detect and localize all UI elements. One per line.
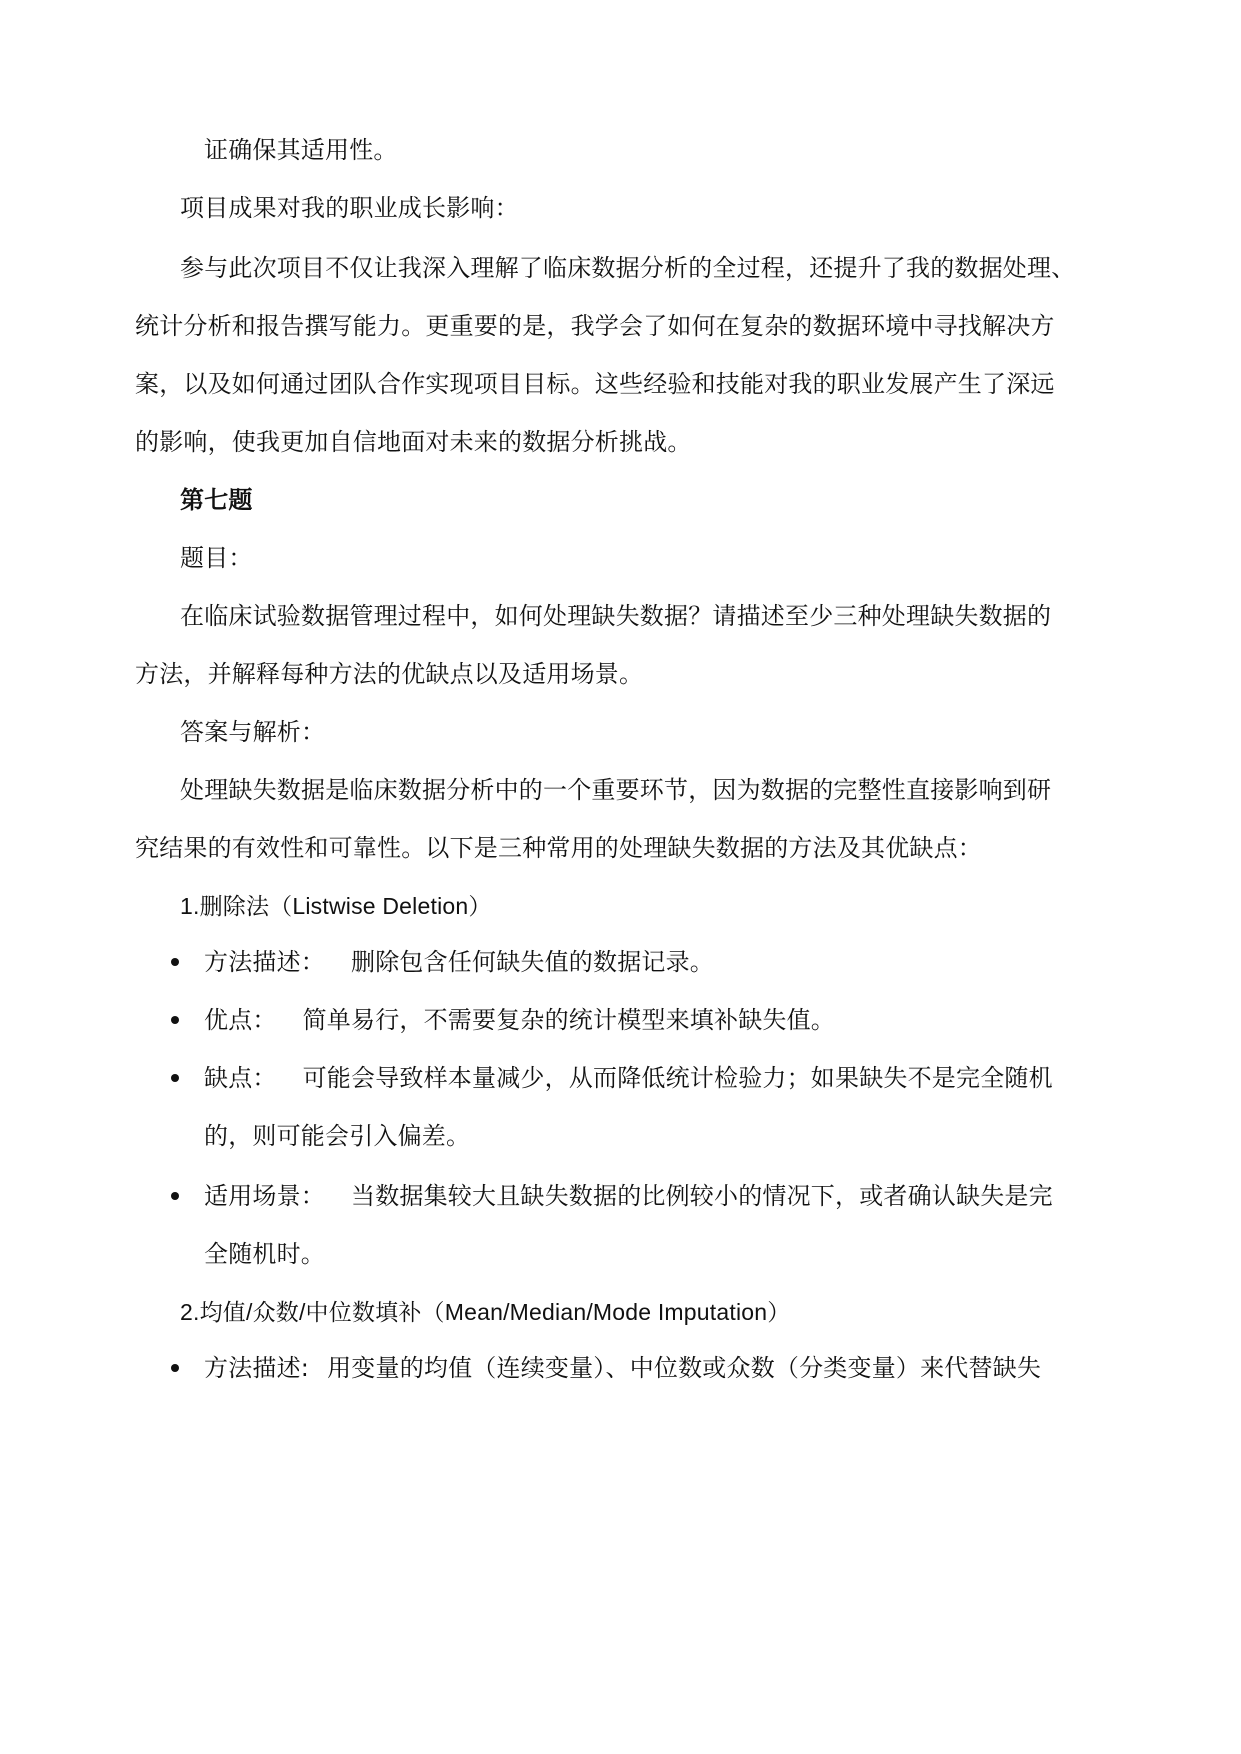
bullet-continuation: 的，则可能会引入偏差。: [204, 1122, 471, 1150]
method-heading: 1.删除法（Listwise Deletion）: [180, 893, 492, 919]
method-heading: 2.均值/众数/中位数填补（Mean/Median/Mode Imputation）: [180, 1299, 791, 1325]
bullet-text: 简单易行，不需要复杂的统计模型来填补缺失值。: [302, 1006, 836, 1034]
bullet-dot: [171, 1074, 179, 1082]
bullet-dot: [171, 1364, 179, 1372]
paragraph-line: 案，以及如何通过团队合作实现项目目标。这些经验和技能对我的职业发展产生了深远: [135, 370, 1055, 398]
bullet-label: 缺点：: [204, 1064, 277, 1092]
bullet-text: 可能会导致样本量减少，从而降低统计检验力；如果缺失不是完全随机: [302, 1064, 1053, 1092]
bullet-item: [204, 1004, 835, 1036]
paragraph-line: 在临床试验数据管理过程中，如何处理缺失数据？请描述至少三种处理缺失数据的: [180, 602, 1052, 630]
paragraph-line: 究结果的有效性和可靠性。以下是三种常用的处理缺失数据的方法及其优缺点：: [135, 834, 982, 862]
paragraph-line: 题目：: [180, 544, 253, 572]
bullet-item: [204, 946, 714, 978]
paragraph-line: 项目成果对我的职业成长影响：: [180, 194, 519, 222]
bullet-item: [204, 1062, 1053, 1094]
paragraph-line: 答案与解析：: [180, 718, 326, 746]
paragraph-line: 统计分析和报告撰写能力。更重要的是，我学会了如何在复杂的数据环境中寻找解决方: [135, 312, 1055, 340]
section-heading: 第七题: [180, 486, 253, 514]
paragraph-line: 参与此次项目不仅让我深入理解了临床数据分析的全过程，还提升了我的数据处理、: [180, 254, 1076, 282]
bullet-dot: [171, 1016, 179, 1024]
paragraph-line: 的影响，使我更加自信地面对未来的数据分析挑战。: [135, 428, 692, 456]
bullet-dot: [171, 1192, 179, 1200]
bullet-label: 优点：: [204, 1006, 277, 1034]
bullet-dot: [171, 958, 179, 966]
bullet-label: 方法描述:: [204, 1354, 310, 1382]
bullet-text: 删除包含任何缺失值的数据记录。: [351, 948, 714, 976]
bullet-item: [204, 1352, 1041, 1384]
paragraph-line: 证确保其适用性。: [204, 136, 398, 164]
bullet-text: 用变量的均值（连续变量）、中位数或众数（分类变量）来代替缺失: [327, 1354, 1042, 1382]
paragraph-line: 处理缺失数据是临床数据分析中的一个重要环节，因为数据的完整性直接影响到研: [180, 776, 1052, 804]
bullet-label: 方法描述：: [204, 948, 325, 976]
bullet-item: [204, 1180, 1053, 1212]
bullet-text: 当数据集较大且缺失数据的比例较小的情况下，或者确认缺失是完: [351, 1182, 1053, 1210]
bullet-continuation: 全随机时。: [204, 1240, 325, 1268]
paragraph-line: 方法，并解释每种方法的优缺点以及适用场景。: [135, 660, 644, 688]
bullet-label: 适用场景：: [204, 1182, 325, 1210]
